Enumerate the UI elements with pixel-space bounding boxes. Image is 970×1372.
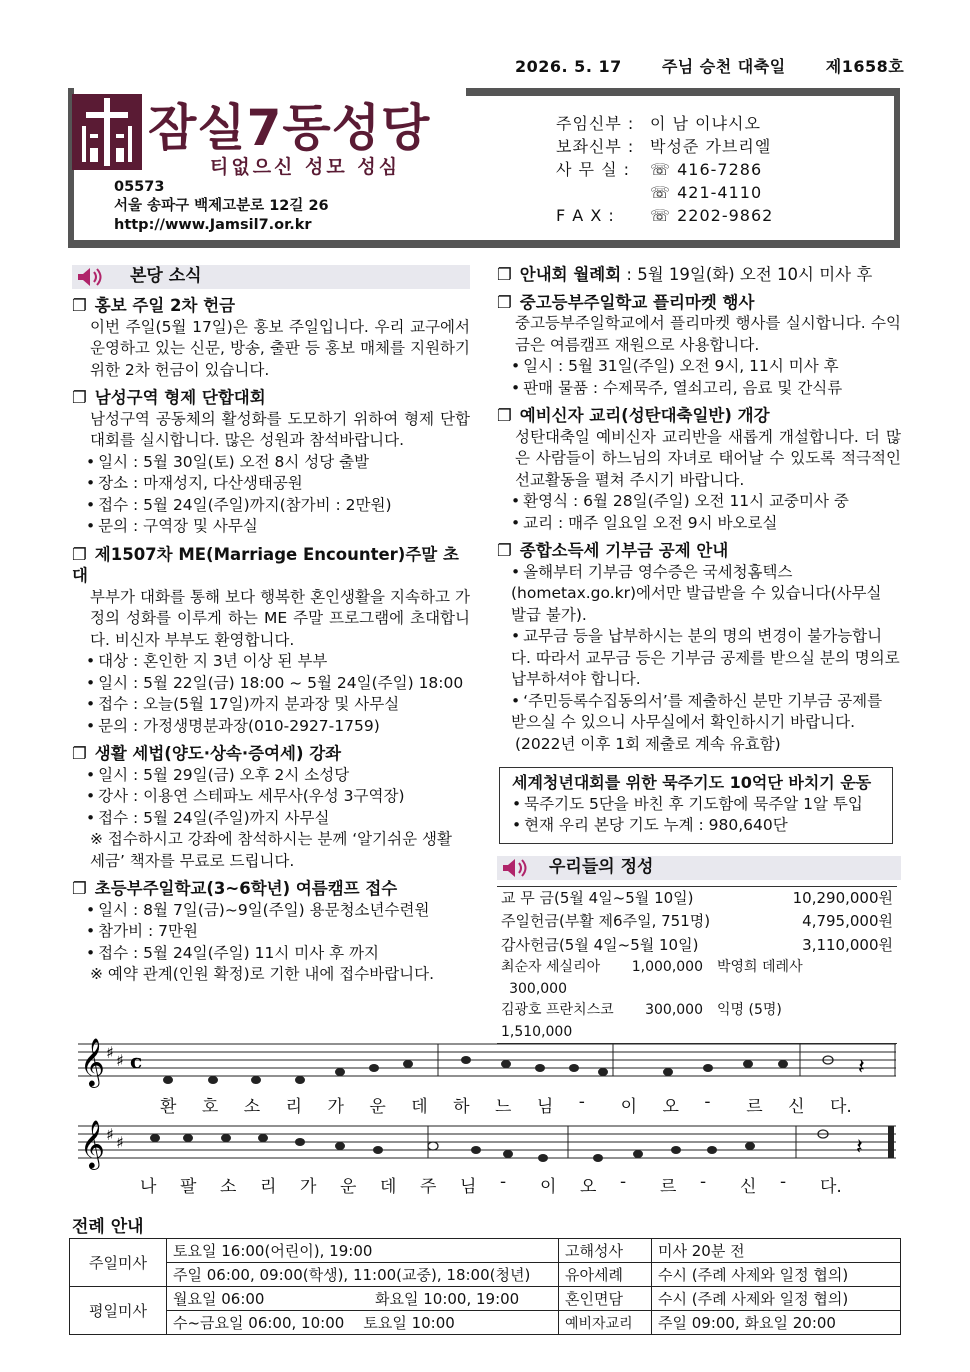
news-bullet: • 일시 : 5월 30일(토) 오전 8시 성당 출발 — [72, 452, 470, 474]
news-bullet: • 접수 : 5월 24일(주일)까지(참가비 : 2만원) — [72, 495, 470, 517]
lyric-syllable: 운 — [369, 1097, 386, 1117]
rosary-title: 세계청년대회를 위한 묵주기도 10억단 바치기 운동 — [512, 773, 872, 792]
speaker-icon — [72, 265, 110, 289]
weekday-mass-label: 평일미사 — [70, 1287, 167, 1335]
news-item-title: ❐ 중고등부주일학교 플리마켓 행사 — [497, 292, 901, 314]
music-score — [78, 1036, 896, 1196]
offering-label: 감사헌금(5월 4일~5월 10일) — [501, 935, 699, 954]
staff-row — [556, 158, 773, 181]
news-bullet: • 접수 : 오늘(5월 17일)까지 분과장 및 사무실 — [72, 694, 470, 716]
news-paragraph: 성탄대축일 예비신자 교리반을 새롭게 개설합니다. 더 많은 사람들이 하느님의 자녀로 태어날 수 있도록 적극적인 선교활동을 펼쳐 주시기 바랍니다. — [515, 427, 901, 489]
staff-label: 주임신부 : — [556, 114, 635, 133]
masthead-border — [466, 88, 900, 96]
offering-amount: 3,110,000원 — [802, 935, 893, 954]
lyric-syllable: - — [578, 1092, 585, 1112]
lyric-syllable: 오 — [580, 1177, 597, 1197]
street-address: 서울 송파구 백제고분로 12길 26 — [114, 198, 329, 214]
lyric-syllable: 르 — [660, 1177, 677, 1197]
news-bullet: • 일시 : 5월 22일(금) 18:00 ~ 5월 24일(주일) 18:00 — [72, 673, 470, 695]
donor-row — [497, 957, 897, 1000]
offering-row — [497, 934, 897, 958]
staff-label: F A X : — [556, 206, 615, 225]
staff-value: 박성준 가브리엘 — [650, 137, 772, 156]
news-item-title: ❐ 제1507차 ME(Marriage Encounter)주말 초대 — [72, 544, 470, 587]
liturgy-row — [70, 1263, 901, 1287]
news-bullet: • 문의 : 가정생명분과장(010-2927-1759) — [72, 716, 470, 738]
left-column — [72, 265, 470, 986]
monthly-title: 안내회 월례회 — [519, 265, 622, 284]
lyric-syllable: 르 — [746, 1097, 763, 1117]
section-header-offerings — [497, 856, 901, 880]
staff-row — [556, 112, 773, 135]
news-bullet: • 강사 : 이용연 스테파노 세무사(우성 3구역장) — [72, 786, 470, 808]
parish-title: 잠실7동성당 — [148, 99, 431, 157]
news-note: ※ 예약 관계(인원 확정)로 기한 내에 접수바랍니다. — [90, 965, 435, 983]
speaker-icon — [497, 856, 535, 880]
donor-name: 김광호 프란치스코 — [501, 1002, 614, 1018]
masthead — [68, 88, 900, 248]
lyric-syllable: 가 — [300, 1177, 317, 1197]
lyric-syllable: 다. — [830, 1097, 852, 1117]
donor-name: 익명 (5명) — [717, 1002, 782, 1018]
section-header-parish-news — [72, 265, 470, 289]
news-paragraph: 이번 주일(5월 17일)은 홍보 주일입니다. 우리 교구에서 운영하고 있는 신문, 방송, 출판 등 홍보 매체를 지원하기 위한 2차 헌금이 있습니다. — [90, 317, 470, 379]
staff-value: ☏ 421-4110 — [650, 183, 763, 202]
masthead-border — [894, 88, 900, 248]
parish-address — [114, 178, 329, 235]
feast-name: 주님 승천 대축일 — [661, 57, 786, 76]
news-paragraph: 남성구역 공동체의 활성화를 도모하기 위하여 형제 단합대회를 실시합니다. 많은 성원과 참석바랍니다. — [90, 409, 470, 449]
svg-text:♯: ♯ — [106, 1125, 114, 1144]
service-value: 수시 (주례 사제와 일정 협의) — [652, 1263, 901, 1287]
lyric-syllable: 이 — [620, 1097, 638, 1117]
staff-row — [556, 204, 773, 227]
news-item-title — [497, 264, 901, 286]
parish-subtitle: 티없으신 성모 성심 — [210, 156, 401, 178]
svg-text:c: c — [130, 1049, 143, 1073]
sunday-mass-time: 주일 06:00, 09:00(학생), 11:00(교중), 18:00(청년) — [167, 1263, 559, 1287]
news-item-title: ❐ 남성구역 형제 단합대회 — [72, 387, 470, 409]
weekday-mass-time: 화요일 10:00, 19:00 — [369, 1287, 559, 1311]
svg-text:♯: ♯ — [106, 1043, 114, 1062]
sunday-mass-time: 토요일 16:00(어린이), 19:00 — [167, 1239, 559, 1263]
donor-name: 최순자 세실리아 — [501, 959, 601, 975]
service-label: 혼인면담 — [559, 1287, 652, 1311]
news-bullet: • 접수 : 5월 24일(주일) 11시 미사 후 까지 — [72, 943, 470, 965]
news-bullet: • 대상 : 혼인한 지 3년 이상 된 부부 — [72, 651, 470, 673]
news-bullet: • ‘주민등록수집동의서’를 제출하신 분만 기부금 공제를 받으실 수 있으니 사무실에서 확인하시기 바랍니다. — [497, 691, 901, 734]
lyric-syllable: 데 — [380, 1177, 397, 1197]
offerings-table — [497, 886, 897, 1045]
news-item-title: ❐ 생활 세법(양도·상속·증여세) 강좌 — [72, 743, 470, 765]
left-news-list — [72, 295, 470, 986]
staff-directory — [556, 112, 773, 227]
website-link[interactable]: http://www.Jamsil7.or.kr — [114, 217, 312, 233]
postcode: 05573 — [114, 179, 165, 195]
lyric-syllable: 신 — [788, 1097, 805, 1117]
news-bullet: • 일시 : 5월 29일(금) 오후 2시 소성당 — [72, 765, 470, 787]
offering-amount: 10,290,000원 — [792, 888, 893, 907]
donor-name: 박영희 데레사 — [717, 959, 803, 975]
section-title: 본당 소식 — [130, 266, 202, 287]
news-bullet: • 문의 : 구역장 및 사무실 — [72, 516, 470, 538]
lyric-syllable: - — [500, 1172, 507, 1192]
news-bullet: • 일시 : 5월 31일(주일) 오전 9시, 11시 미사 후 — [497, 356, 901, 378]
staff-value: ☏ 2202-9862 — [650, 206, 774, 225]
news-item-title: ❐ 예비신자 교리(성탄대축일반) 개강 — [497, 405, 901, 427]
rosary-campaign-box — [499, 767, 893, 844]
news-bullet: • 교무금 등을 납부하시는 분의 명의 변경이 불가능합니다. 따라서 교무금 등은 기부금 공제를 받으실 분의 명의로 납부하셔야 합니다. — [497, 626, 901, 691]
liturgy-row — [70, 1311, 901, 1335]
service-value: 미사 20분 전 — [652, 1239, 901, 1263]
weekday-mass-time: 월요일 06:00 — [167, 1287, 370, 1311]
offering-row — [497, 886, 897, 910]
news-bullet: • 환영식 : 6월 28일(주일) 오전 11시 교중미사 중 — [497, 491, 901, 513]
masthead-border — [68, 240, 900, 248]
rosary-line: • 묵주기도 5단을 바친 후 기도함에 묵주알 1알 투입 — [512, 794, 880, 816]
service-value: 수시 (주례 사제와 일정 협의) — [652, 1287, 901, 1311]
lyric-syllable: 데 — [411, 1097, 428, 1117]
lyric-syllable: 님 — [536, 1097, 554, 1117]
issue-number: 제1658호 — [825, 57, 905, 76]
lyric-syllable: 이 — [540, 1177, 557, 1197]
issue-dateline — [515, 54, 904, 77]
lyric-syllable: 운 — [340, 1177, 357, 1197]
staff-row — [556, 135, 773, 158]
donor-amount: 1,000,000 — [631, 959, 703, 975]
issue-date: 2026. 5. 17 — [515, 57, 622, 76]
offering-amount: 4,795,000원 — [802, 912, 893, 930]
rosary-line: • 현재 우리 본당 기도 누계 : 980,640단 — [512, 815, 880, 837]
lyric-syllable: 신 — [740, 1177, 757, 1197]
svg-text:𝄞: 𝄞 — [80, 1037, 105, 1086]
lyric-syllable: 리 — [285, 1097, 303, 1117]
right-column — [497, 264, 901, 1044]
donor-amount: 300,000 — [645, 1002, 703, 1018]
news-item-title: ❐ 홍보 주일 2차 헌금 — [72, 295, 470, 317]
lyric-syllable: 나 — [140, 1177, 157, 1197]
svg-text:𝄽: 𝄽 — [858, 1055, 865, 1080]
offering-row — [497, 910, 897, 934]
lyric-syllable: 다. — [820, 1177, 842, 1197]
lyric-syllable: 오 — [662, 1097, 679, 1117]
lyric-syllable: 호 — [201, 1097, 219, 1117]
offering-label: 교 무 금(5월 4일~5월 10일) — [501, 888, 694, 907]
lyric-syllable: 팔 — [180, 1177, 197, 1197]
lyric-syllable: 느 — [495, 1097, 512, 1117]
staff-label: 보좌신부 : — [556, 137, 635, 156]
staff-value: ☏ 416-7286 — [650, 160, 763, 179]
lyric-syllable: 주 — [420, 1177, 437, 1197]
svg-text:♯: ♯ — [116, 1051, 124, 1070]
liturgy-row — [70, 1287, 901, 1311]
staff-row — [556, 181, 773, 204]
donor-amount: 1,510,000 — [501, 1023, 573, 1040]
news-note: (2022년 이후 1회 제출로 계속 유효함) — [515, 734, 781, 753]
offering-label: 주일헌금(부활 제6주일, 751명) — [501, 912, 711, 930]
church-logo-icon — [72, 94, 142, 170]
lyric-syllable: 소 — [220, 1177, 237, 1197]
news-paragraph: 부부가 대화를 통해 보다 행복한 혼인생활을 지속하고 가정의 성화를 이루게 하는 ME 주말 프로그램에 초대합니다. 비신자 부부도 환영합니다. — [90, 587, 470, 649]
lyric-syllable: - — [700, 1172, 707, 1192]
service-label: 유아세례 — [559, 1263, 652, 1287]
right-news-list — [497, 292, 901, 756]
section-title: 우리들의 정성 — [549, 856, 654, 877]
news-bullet: • 접수 : 5월 24일(주일)까지 사무실 — [72, 808, 470, 830]
music-staves — [78, 1036, 896, 1196]
svg-text:♯: ♯ — [116, 1133, 124, 1152]
lyric-syllable: - — [620, 1172, 627, 1192]
news-bullet: • 올해부터 기부금 영수증은 국세청홈텍스(hometax.go.kr)에서만 발급받을 수 있습니다(사무실 발급 불가). — [497, 562, 901, 627]
news-item-title: ❐ 종합소득세 기부금 공제 안내 — [497, 540, 901, 562]
news-bullet: • 교리 : 매주 일요일 오전 9시 바오로실 — [497, 513, 901, 535]
service-label: 고해성사 — [559, 1239, 652, 1263]
news-paragraph: 중고등부주일학교에서 플리마켓 행사를 실시합니다. 수익금은 여름캠프 재원으로 사용합니다. — [515, 314, 901, 354]
news-bullet: • 판매 물품 : 수제묵주, 열쇠고리, 음료 및 간식류 — [497, 378, 901, 400]
liturgy-title: 전례 안내 — [72, 1217, 144, 1237]
service-label: 예비자교리 — [559, 1311, 652, 1335]
svg-text:𝄞: 𝄞 — [80, 1119, 105, 1168]
service-value: 주일 09:00, 화요일 20:00 — [652, 1311, 901, 1335]
lyric-syllable: 환 — [160, 1097, 177, 1117]
staff-value: 이 남 이냐시오 — [650, 114, 761, 133]
news-bullet: • 장소 : 마재성지, 다산생태공원 — [72, 473, 470, 495]
liturgy-row — [70, 1239, 901, 1263]
news-item-title: ❐ 초등부주일학교(3~6학년) 여름캠프 접수 — [72, 878, 470, 900]
news-bullet: • 참가비 : 7만원 — [72, 921, 470, 943]
lyric-syllable: 소 — [243, 1097, 261, 1117]
monthly-text: : 5월 19일(화) 오전 10시 미사 후 — [621, 265, 873, 284]
lyric-syllable: - — [704, 1092, 711, 1112]
liturgy-table — [69, 1238, 901, 1335]
svg-text:𝄽: 𝄽 — [856, 1135, 863, 1160]
news-note: ※ 접수하시고 강좌에 참석하시는 분께 ‘알기쉬운 생활 세금’ 책자를 무료로 드립니다. — [90, 830, 452, 870]
weekday-mass-time: 수~금요일 06:00, 10:00 토요일 10:00 — [167, 1311, 559, 1335]
lyric-syllable: 리 — [260, 1177, 277, 1197]
news-bullet: • 일시 : 8월 7일(금)~9일(주일) 용문청소년수련원 — [72, 900, 470, 922]
lyric-syllable: 가 — [327, 1097, 344, 1117]
lyric-syllable: 님 — [460, 1177, 477, 1197]
donor-amount: 300,000 — [509, 980, 567, 997]
lyric-syllable: - — [780, 1172, 787, 1192]
staff-label: 사 무 실 : — [556, 160, 631, 179]
lyric-syllable: 하 — [453, 1097, 470, 1117]
sunday-mass-label: 주일미사 — [70, 1239, 167, 1287]
